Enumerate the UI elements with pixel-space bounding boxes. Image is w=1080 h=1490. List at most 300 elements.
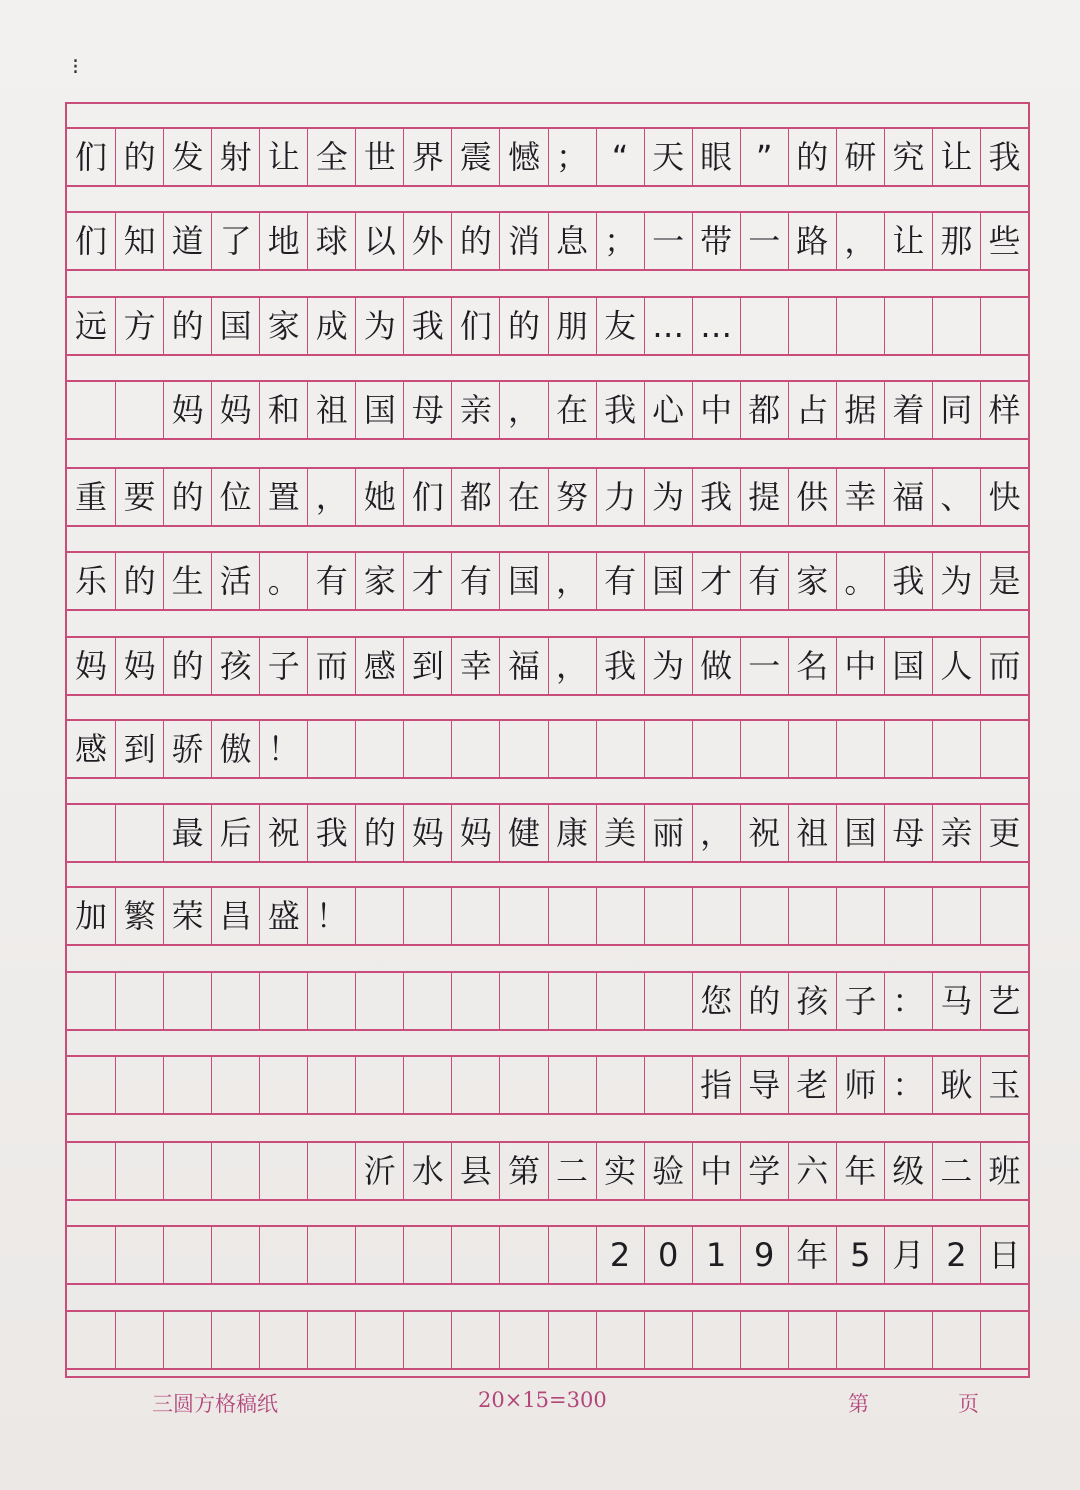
grid-cell: 亲 xyxy=(451,382,499,438)
grid-cell xyxy=(115,1057,163,1113)
manuscript-grid xyxy=(65,102,1030,1378)
grid-cell: 做 xyxy=(692,638,740,694)
grid-cell xyxy=(596,973,644,1029)
grid-cell: 让 xyxy=(932,129,980,185)
grid-cell: 家 xyxy=(788,553,836,609)
grid-cell xyxy=(211,1312,259,1368)
grid-cell: 球 xyxy=(307,213,355,269)
grid-cell: 知 xyxy=(115,213,163,269)
grid-cell: 在 xyxy=(548,382,596,438)
grid-cell: 班 xyxy=(980,1143,1028,1199)
grid-cell: 康 xyxy=(548,805,596,861)
grid-cell: 她 xyxy=(355,469,403,525)
grid-cell: 感 xyxy=(355,638,403,694)
grid-cell xyxy=(548,1057,596,1113)
grid-row xyxy=(67,1055,1028,1115)
grid-cell xyxy=(740,1312,788,1368)
grid-cell xyxy=(403,973,451,1029)
grid-cell: 着 xyxy=(884,382,932,438)
grid-cell: … xyxy=(692,298,740,354)
grid-cell: 子 xyxy=(836,973,884,1029)
grid-cell: 些 xyxy=(980,213,1028,269)
grid-cell: 有 xyxy=(451,553,499,609)
grid-cell: 加 xyxy=(75,897,108,935)
grid-cell: 憾 xyxy=(499,129,547,185)
grid-cell xyxy=(548,888,596,944)
grid-cell: 友 xyxy=(596,298,644,354)
grid-cell: 的 xyxy=(163,469,211,525)
grid-cell: 健 xyxy=(499,805,547,861)
grid-cell: 水 xyxy=(403,1143,451,1199)
grid-cell xyxy=(980,721,1028,777)
grid-cell: 盛 xyxy=(259,888,307,944)
grid-cell: 国 xyxy=(355,382,403,438)
grid-cell: 实 xyxy=(596,1143,644,1199)
grid-cell xyxy=(67,805,115,861)
grid-cell: 祖 xyxy=(788,805,836,861)
grid-cell: 祖 xyxy=(307,382,355,438)
grid-cell: 同 xyxy=(932,382,980,438)
grid-cell xyxy=(644,1057,692,1113)
grid-cell: 昌 xyxy=(211,888,259,944)
grid-cell: ； xyxy=(596,213,644,269)
grid-cell xyxy=(355,1312,403,1368)
grid-cell: 才 xyxy=(403,553,451,609)
grid-cell: 妈 xyxy=(115,638,163,694)
grid-cell: 带 xyxy=(692,213,740,269)
grid-cell: 全 xyxy=(307,129,355,185)
grid-cell xyxy=(596,1057,644,1113)
grid-cell: 指 xyxy=(692,1057,740,1113)
grid-cell xyxy=(884,888,932,944)
grid-cell: 祝 xyxy=(259,805,307,861)
grid-cell xyxy=(355,1227,403,1283)
grid-cell: 才 xyxy=(692,553,740,609)
grid-cell: 妈 xyxy=(211,382,259,438)
grid-cell: 的 xyxy=(451,213,499,269)
grid-cell: 世 xyxy=(355,129,403,185)
grid-cell xyxy=(596,721,644,777)
grid-cell xyxy=(451,888,499,944)
grid-cell: 耿 xyxy=(932,1057,980,1113)
grid-cell: 9 xyxy=(740,1227,788,1283)
grid-cell: 妈 xyxy=(403,805,451,861)
grid-cell: 国 xyxy=(499,553,547,609)
grid-cell: ； xyxy=(548,129,596,185)
grid-cell: 样 xyxy=(980,382,1028,438)
grid-cell xyxy=(836,721,884,777)
grid-cell: 更 xyxy=(980,805,1028,861)
grid-cell: 妈 xyxy=(451,805,499,861)
grid-cell xyxy=(259,1057,307,1113)
grid-cell xyxy=(115,973,163,1029)
grid-cell: 为 xyxy=(644,638,692,694)
grid-cell: 为 xyxy=(355,298,403,354)
grid-cell: 们 xyxy=(451,298,499,354)
grid-cell xyxy=(884,298,932,354)
grid-cell: 究 xyxy=(884,129,932,185)
grid-cell: 验 xyxy=(644,1143,692,1199)
grid-cell: 研 xyxy=(836,129,884,185)
grid-cell xyxy=(355,1057,403,1113)
grid-cell xyxy=(163,1227,211,1283)
grid-cell: 的 xyxy=(163,298,211,354)
grid-cell: 路 xyxy=(788,213,836,269)
grid-cell xyxy=(980,1312,1028,1368)
grid-row xyxy=(67,1141,1028,1201)
grid-cell: 一 xyxy=(740,213,788,269)
grid-cell: ” xyxy=(740,129,788,185)
grid-cell xyxy=(259,1143,307,1199)
grid-cell xyxy=(451,721,499,777)
grid-cell xyxy=(499,888,547,944)
grid-row xyxy=(67,127,1028,187)
grid-cell xyxy=(307,1312,355,1368)
grid-cell: 我 xyxy=(403,298,451,354)
grid-cell: 息 xyxy=(548,213,596,269)
grid-cell xyxy=(163,1143,211,1199)
grid-cell: 那 xyxy=(932,213,980,269)
grid-cell: 外 xyxy=(403,213,451,269)
grid-cell: 马 xyxy=(932,973,980,1029)
grid-cell: 朋 xyxy=(548,298,596,354)
grid-cell xyxy=(692,721,740,777)
grid-cell xyxy=(740,888,788,944)
grid-cell: 繁 xyxy=(115,888,163,944)
grid-row xyxy=(67,636,1028,696)
grid-cell: 福 xyxy=(499,638,547,694)
grid-row xyxy=(67,211,1028,271)
grid-cell xyxy=(451,1057,499,1113)
grid-cell: 为 xyxy=(932,553,980,609)
grid-cell xyxy=(548,973,596,1029)
grid-cell: 艺 xyxy=(980,973,1028,1029)
grid-cell: 幸 xyxy=(451,638,499,694)
grid-cell: 中 xyxy=(836,638,884,694)
grid-cell xyxy=(740,298,788,354)
grid-cell: 重 xyxy=(75,478,108,516)
grid-row xyxy=(67,296,1028,356)
grid-cell xyxy=(115,382,163,438)
grid-cell xyxy=(980,298,1028,354)
grid-cell: 家 xyxy=(259,298,307,354)
grid-cell: 2 xyxy=(932,1227,980,1283)
grid-row xyxy=(67,1225,1028,1285)
grid-cell: 傲 xyxy=(211,721,259,777)
grid-cell xyxy=(403,1312,451,1368)
grid-cell xyxy=(403,721,451,777)
grid-cell: 的 xyxy=(115,129,163,185)
grid-cell: 孩 xyxy=(211,638,259,694)
grid-cell xyxy=(355,973,403,1029)
grid-cell: 都 xyxy=(451,469,499,525)
grid-cell xyxy=(355,721,403,777)
grid-cell: 据 xyxy=(836,382,884,438)
grid-cell: 眼 xyxy=(692,129,740,185)
grid-cell: ： xyxy=(884,973,932,1029)
grid-cell: 的 xyxy=(499,298,547,354)
grid-cell xyxy=(307,973,355,1029)
grid-cell: 有 xyxy=(596,553,644,609)
grid-cell: 我 xyxy=(596,382,644,438)
grid-cell: 乐 xyxy=(75,562,108,600)
grid-cell xyxy=(67,1057,115,1113)
grid-cell: 震 xyxy=(451,129,499,185)
grid-cell xyxy=(788,888,836,944)
grid-cell: 我 xyxy=(692,469,740,525)
grid-cell: … xyxy=(644,298,692,354)
grid-cell xyxy=(548,1227,596,1283)
grid-cell: 置 xyxy=(259,469,307,525)
grid-cell xyxy=(403,1057,451,1113)
grid-cell: 二 xyxy=(932,1143,980,1199)
grid-cell: 二 xyxy=(548,1143,596,1199)
grid-cell: 活 xyxy=(211,553,259,609)
grid-cell xyxy=(692,888,740,944)
grid-cell: 国 xyxy=(884,638,932,694)
grid-row xyxy=(67,719,1028,779)
grid-cell xyxy=(259,973,307,1029)
grid-cell: 要 xyxy=(115,469,163,525)
grid-cell: ， xyxy=(836,213,884,269)
grid-cell xyxy=(836,1312,884,1368)
grid-cell xyxy=(499,1227,547,1283)
grid-cell xyxy=(740,721,788,777)
grid-cell: 您 xyxy=(692,973,740,1029)
grid-cell xyxy=(644,888,692,944)
grid-cell xyxy=(259,1227,307,1283)
grid-cell: 我 xyxy=(596,638,644,694)
grid-cell xyxy=(499,1057,547,1113)
grid-cell: 骄 xyxy=(163,721,211,777)
grid-cell: 努 xyxy=(548,469,596,525)
grid-row xyxy=(67,380,1028,440)
grid-cell: 的 xyxy=(115,553,163,609)
grid-cell: 年 xyxy=(788,1227,836,1283)
grid-cell: 中 xyxy=(692,382,740,438)
grid-cell: 一 xyxy=(644,213,692,269)
grid-cell: 我 xyxy=(884,553,932,609)
grid-cell: 子 xyxy=(259,638,307,694)
grid-cell: “ xyxy=(596,129,644,185)
grid-cell xyxy=(788,298,836,354)
grid-cell: 学 xyxy=(740,1143,788,1199)
grid-cell: 占 xyxy=(788,382,836,438)
grid-cell: 让 xyxy=(259,129,307,185)
grid-cell: 力 xyxy=(596,469,644,525)
grid-cell: 到 xyxy=(403,638,451,694)
grid-cell xyxy=(932,298,980,354)
grid-cell: 为 xyxy=(644,469,692,525)
grid-cell: 而 xyxy=(307,638,355,694)
grid-cell xyxy=(884,721,932,777)
grid-cell xyxy=(451,1227,499,1283)
grid-cell xyxy=(163,973,211,1029)
grid-cell: 月 xyxy=(884,1227,932,1283)
grid-cell: 射 xyxy=(211,129,259,185)
grid-cell: 六 xyxy=(788,1143,836,1199)
grid-cell: 提 xyxy=(740,469,788,525)
grid-cell: 后 xyxy=(211,805,259,861)
grid-cell: 美 xyxy=(596,805,644,861)
grid-cell: 丽 xyxy=(644,805,692,861)
grid-cell xyxy=(211,1227,259,1283)
grid-cell xyxy=(644,721,692,777)
grid-cell: 0 xyxy=(644,1227,692,1283)
grid-cell xyxy=(115,1227,163,1283)
grid-cell: 师 xyxy=(836,1057,884,1113)
grid-cell: 日 xyxy=(980,1227,1028,1283)
grid-cell: 。 xyxy=(836,553,884,609)
grid-cell xyxy=(451,1312,499,1368)
grid-cell: 玉 xyxy=(980,1057,1028,1113)
grid-cell: 以 xyxy=(355,213,403,269)
grid-cell xyxy=(115,1143,163,1199)
grid-cell: 供 xyxy=(788,469,836,525)
grid-cell: ， xyxy=(307,469,355,525)
grid-cell xyxy=(788,1312,836,1368)
grid-cell xyxy=(499,721,547,777)
grid-cell xyxy=(163,1057,211,1113)
grid-cell: 方 xyxy=(115,298,163,354)
grid-cell: 母 xyxy=(884,805,932,861)
paper-brand-label: 三圆方格稿纸 xyxy=(152,1392,278,1416)
grid-cell: 亲 xyxy=(932,805,980,861)
grid-cell xyxy=(211,1057,259,1113)
grid-cell xyxy=(451,973,499,1029)
grid-cell: ！ xyxy=(259,721,307,777)
grid-cell xyxy=(67,382,115,438)
grid-cell: ， xyxy=(499,382,547,438)
grid-cell: 们 xyxy=(403,469,451,525)
grid-cell xyxy=(548,721,596,777)
grid-cell xyxy=(788,721,836,777)
grid-cell: 人 xyxy=(932,638,980,694)
grid-cell xyxy=(307,1143,355,1199)
grid-cell: ： xyxy=(884,1057,932,1113)
grid-cell: ， xyxy=(692,805,740,861)
grid-cell: 天 xyxy=(644,129,692,185)
grid-cell: 县 xyxy=(451,1143,499,1199)
grid-cell: 消 xyxy=(499,213,547,269)
grid-cell: ！ xyxy=(307,888,355,944)
grid-row xyxy=(67,467,1028,527)
grid-cell: 我 xyxy=(307,805,355,861)
grid-cell: 家 xyxy=(355,553,403,609)
grid-cell xyxy=(692,1312,740,1368)
grid-cell xyxy=(836,298,884,354)
grid-cell: 快 xyxy=(980,469,1028,525)
grid-cell: 界 xyxy=(403,129,451,185)
grid-cell: 名 xyxy=(788,638,836,694)
grid-cell xyxy=(499,1312,547,1368)
grid-cell xyxy=(115,1312,163,1368)
grid-row xyxy=(67,886,1028,946)
grid-cell xyxy=(115,805,163,861)
grid-cell: 的 xyxy=(788,129,836,185)
grid-cell: 祝 xyxy=(740,805,788,861)
grid-cell xyxy=(548,1312,596,1368)
grid-cell: 2 xyxy=(596,1227,644,1283)
paper-spec-label: 20×15=300 xyxy=(478,1388,607,1412)
grid-cell: 妈 xyxy=(75,647,108,685)
grid-cell xyxy=(403,888,451,944)
grid-cell: 生 xyxy=(163,553,211,609)
grid-cell xyxy=(596,888,644,944)
grid-cell xyxy=(211,1143,259,1199)
grid-cell: 有 xyxy=(307,553,355,609)
grid-cell xyxy=(499,973,547,1029)
grid-cell: 妈 xyxy=(163,382,211,438)
grid-cell xyxy=(307,721,355,777)
pen-mark: ⁝ xyxy=(72,55,79,80)
grid-cell: 1 xyxy=(692,1227,740,1283)
grid-cell: 而 xyxy=(980,638,1028,694)
grid-cell xyxy=(644,973,692,1029)
grid-row xyxy=(67,551,1028,611)
grid-cell xyxy=(163,1312,211,1368)
grid-cell: 荣 xyxy=(163,888,211,944)
grid-cell xyxy=(884,1312,932,1368)
grid-cell xyxy=(307,1057,355,1113)
grid-cell xyxy=(932,1312,980,1368)
grid-cell: 了 xyxy=(211,213,259,269)
grid-cell xyxy=(67,1312,115,1368)
grid-cell: 们 xyxy=(75,222,108,260)
grid-cell xyxy=(980,888,1028,944)
grid-cell: ， xyxy=(548,638,596,694)
grid-cell: 道 xyxy=(163,213,211,269)
grid-cell: 。 xyxy=(259,553,307,609)
grid-cell: 沂 xyxy=(355,1143,403,1199)
grid-cell xyxy=(596,1312,644,1368)
grid-cell: 让 xyxy=(884,213,932,269)
grid-cell: 孩 xyxy=(788,973,836,1029)
grid-cell: 幸 xyxy=(836,469,884,525)
grid-cell: 都 xyxy=(740,382,788,438)
grid-cell: ， xyxy=(548,553,596,609)
grid-row xyxy=(67,971,1028,1031)
grid-cell: 们 xyxy=(75,138,108,176)
grid-cell: 的 xyxy=(163,638,211,694)
grid-cell: 的 xyxy=(355,805,403,861)
page-unit-label: 页 xyxy=(958,1392,979,1416)
grid-cell xyxy=(932,888,980,944)
grid-cell: 有 xyxy=(740,553,788,609)
grid-cell: 的 xyxy=(740,973,788,1029)
grid-cell: 是 xyxy=(980,553,1028,609)
grid-cell: 、 xyxy=(932,469,980,525)
grid-cell: 导 xyxy=(740,1057,788,1113)
grid-cell: 和 xyxy=(259,382,307,438)
grid-cell: 成 xyxy=(307,298,355,354)
grid-cell: 年 xyxy=(836,1143,884,1199)
grid-cell: 老 xyxy=(788,1057,836,1113)
grid-cell: 第 xyxy=(499,1143,547,1199)
grid-cell: 福 xyxy=(884,469,932,525)
grid-cell: 最 xyxy=(163,805,211,861)
grid-cell: 发 xyxy=(163,129,211,185)
grid-cell xyxy=(307,1227,355,1283)
grid-cell: 我 xyxy=(980,129,1028,185)
grid-cell: 地 xyxy=(259,213,307,269)
grid-cell: 位 xyxy=(211,469,259,525)
grid-cell: 级 xyxy=(884,1143,932,1199)
grid-cell xyxy=(355,888,403,944)
grid-cell xyxy=(211,973,259,1029)
grid-cell: 远 xyxy=(75,307,108,345)
grid-cell: 母 xyxy=(403,382,451,438)
